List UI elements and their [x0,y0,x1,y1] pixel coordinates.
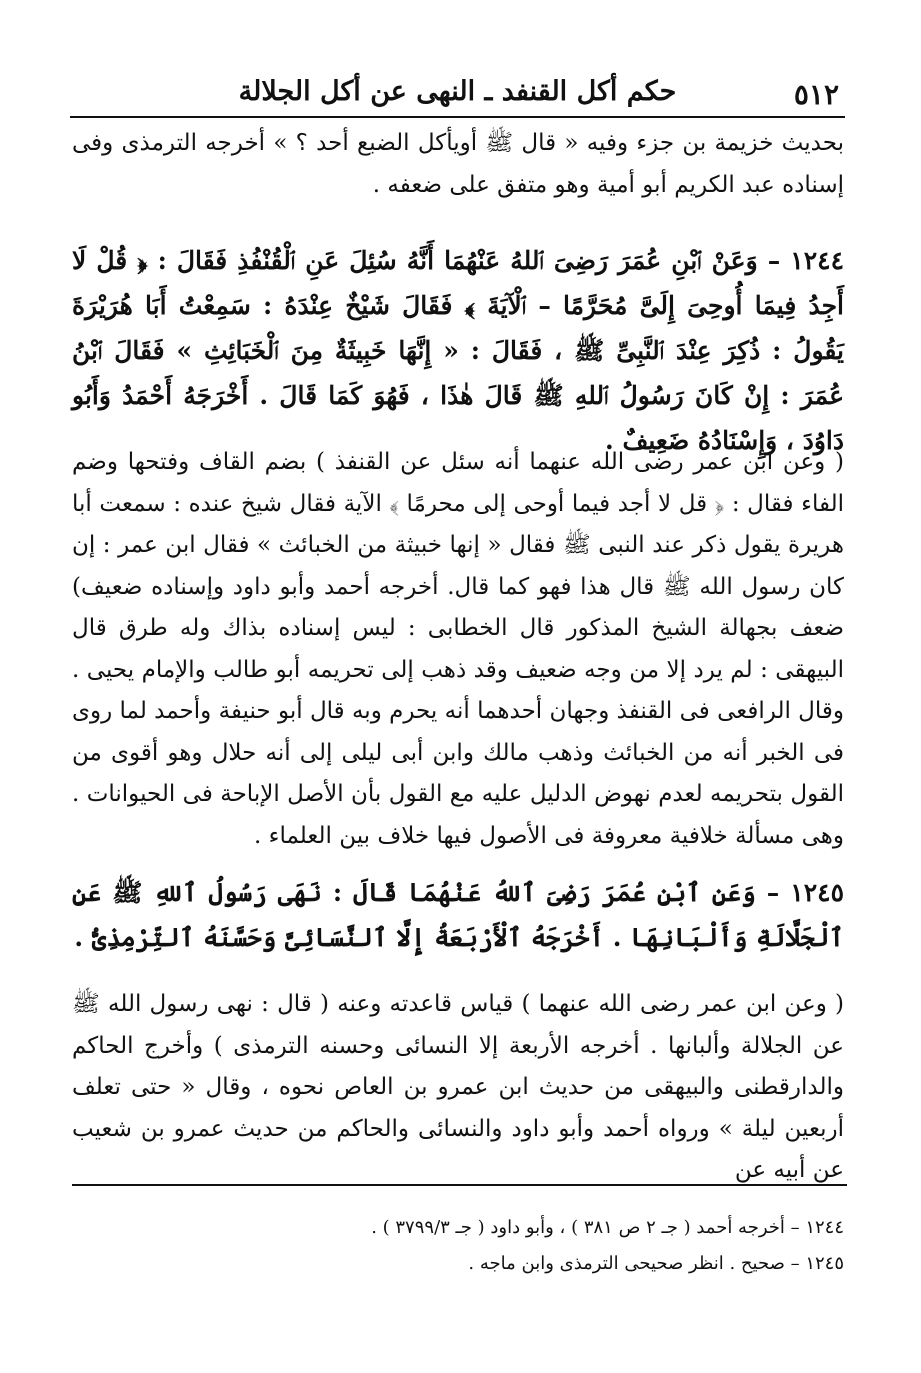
hadith-1245: ١٢٤٥ – وَعَنِ ٱبْنِ عُمَرَ رَضِىَ ٱللهُ عَنْهُمَا قَالَ : نَهَى رَسُولُ ٱللهِ ﷺ عَنِ ٱلْجَلَّالَةِ وَأَلْبَانِهَا . أَخْرَجَهُ ٱلْأَرْبَعَةُ إِلَّا ٱلنَّسَائِىَّ وَحَسَّنَهُ ٱلتِّرْمِذِىُّ . [72,878,844,952]
intro-commentary: بحديث خزيمة بن جزء وفيه « قال ﷺ أويأكل الضبع أحد ؟ » أخرجه الترمذى وفى إسناده عبد الكريم أبو أمية وهو متفق على ضعفه . [72,130,844,198]
header-rule [70,116,845,118]
footnote-rule [72,1184,847,1186]
running-header [70,68,845,118]
commentary-1245: ( وعن ابن عمر رضى الله عنهما ) قياس قاعدته وعنه ( قال : نهى رسول الله ﷺ عن الجلالة وألبانها . أخرجه الأربعة إلا النسائى وحسنه الترمذى ) وأخرج الحاكم والدارقطنى والبيهقى من حديث ابن عمرو بن العاص نحوه ، وقال « حتى تعلف أربعين ليلة » ورواه أحمد وأبو داود والنسائى والحاكم من حديث عمرو بن شعيب عن أبيه عن [72,991,844,1183]
footnote-1244: ١٢٤٤ – أخرجه أحمد ( جـ ٢ ص ٣٨١ ) ، وأبو داود ( جـ ٣٧٩٩/٣ ) . [371,1217,844,1238]
hadith-1244: ١٢٤٤ – وَعَنْ ٱبْنِ عُمَرَ رَضِىَ ٱللهُ عَنْهُمَا أَنَّهُ سُئِلَ عَنِ ٱلْقُنْفُذِ فَقَالَ : ﴿ قُلْ لَا أَجِدُ فِيمَا أُوحِىَ إِلَىَّ مُحَرَّمًا – ٱلْآيَةَ ﴾ فَقَالَ شَيْخٌ عِنْدَهُ : سَمِعْتُ أَبَا هُرَيْرَةَ يَقُولُ : ذُكِرَ عِنْدَ ٱلنَّبِىِّ ﷺ ، فَقَالَ : « إِنَّهَا خَبِيثَةٌ مِنَ ٱلْخَبَائِثِ » فَقَالَ ٱبْنُ عُمَرَ : إِنْ كَانَ رَسُولُ ٱللهِ ﷺ قَالَ هٰذَا ، فَهُوَ كَمَا قَالَ . أَخْرَجَهُ أَحْمَدُ وَأَبُو دَاوُدَ ، وَإِسْنَادُهُ ضَعِيفٌ . [72,246,844,455]
commentary-1244: ( وعن ابن عمر رضى الله عنهما أنه سئل عن القنفذ ) بضم القاف وفتحها وضم الفاء فقال : ﴿ قل لا أجد فيما أوحى إلى محرمًا ﴾ الآية فقال شيخ عنده : سمعت أبا هريرة يقول ذكر عند النبى ﷺ فقال « إنها خبيثة من الخبائث » فقال ابن عمر : إن كان رسول الله ﷺ قال هذا فهو كما قال. أخرجه أحمد وأبو داود وإسناده ضعيف) ضعف بجهالة الشيخ المذكور قال الخطابى : ليس إسناده بذاك وله طرق قال البيهقى : لم يرد إلا من وجه ضعيف وقد ذهب إلى تحريمه أبو طالب والإمام يحيى . وقال الرافعى فى القنفذ وجهان أحدهما أنه يحرم وبه قال أبو حنيفة وأحمد لما روى فى الخبر أنه من الخبائث وذهب مالك وابن أبى ليلى إلى أنه حلال وهو أقوى من القول بتحريمه لعدم نهوض الدليل عليه مع القول بأن الأصل الإباحة فى الحيوانات . وهى مسألة خلافية معروفة فى الأصول فيها خلاف بين العلماء . [72,449,844,849]
footnote-1245: ١٢٤٥ – صحيح . انظر صحيحى الترمذى وابن ماجه . [468,1253,844,1274]
page-number: ٥١٢ [793,78,839,111]
running-title: حكم أكل القنفد ـ النهى عن أكل الجلالة [238,76,677,107]
footnotes [72,1210,844,1282]
